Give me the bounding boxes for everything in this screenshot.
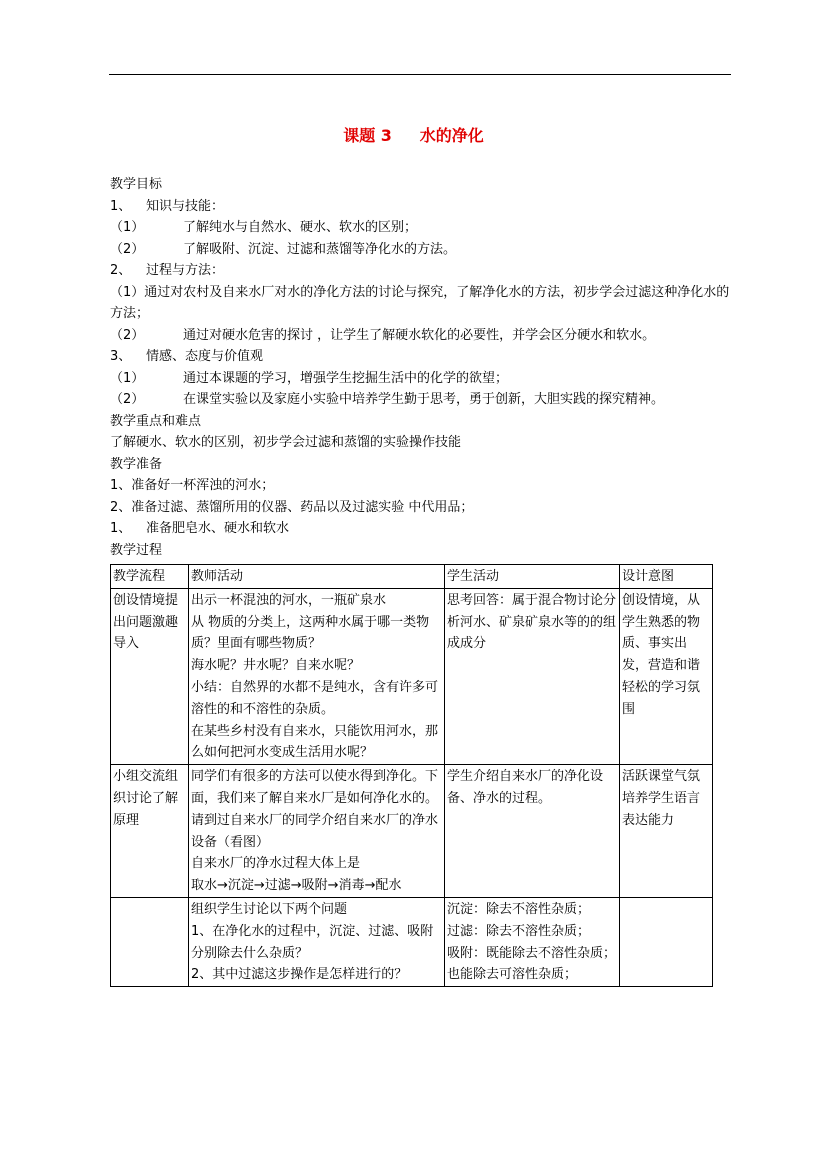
goal-item-1-sub-2 [110,239,730,261]
preparation-item-3-text: 准备肥皂水、硬水和软水 [146,521,290,536]
header-rule [109,74,731,75]
goal-item-3-number: 3、 [110,349,132,364]
student-line: 也能除去可溶性杂质； [447,967,578,983]
section-heading-goals: 教学目标 [110,177,163,192]
section-heading-process: 教学过程 [110,542,163,558]
student-activity-cell [445,897,620,986]
goal-item-1-label: 知识与技能： [146,198,225,214]
preparation-item-2: 2、准备过滤、蒸馏所用的仪器、药品以及过滤实验 中代用品； [110,499,474,515]
student-activity-cell: 思考回答：属于混合物讨论分析河水、矿泉矿泉水等的的组成成分 [445,588,620,764]
sub-text: 在课堂实验以及家庭小实验中培养学生勤于思考，勇于创新，大胆实践的探究精神。 [183,392,665,407]
teaching-process-table [110,564,713,987]
goal-item-3-label: 情感、态度与价值观 [146,349,264,364]
sub-number: （1） [110,370,145,386]
student-line: 吸附：既能除去不溶性杂质； [447,945,617,961]
teacher-line: 2、其中过滤这步操作是怎样进行的？ [191,967,408,983]
sub-text: 了解纯水与自然水、硬水、软水的区别； [183,220,418,235]
goal-item-3 [110,346,730,368]
document-body [110,174,730,561]
teacher-line: 在某些乡村没有自来水，只能饮用河水，那么如何把河水变成生活用水呢？ [191,723,439,761]
sub-text: 了解吸附、沉淀、过滤和蒸馏等净化水的方法。 [183,241,457,257]
flow-cell: 创设情境提出问题激趣导入 [111,588,189,764]
goal-item-2-sub-2 [110,325,730,347]
goal-item-1-number: 1、 [110,198,132,214]
student-activity-cell: 学生介绍自来水厂的净化设备、净水的过程。 [445,765,620,898]
teacher-activity-cell [189,897,445,986]
flow-cell: 小组交流组织讨论了解原理 [111,765,189,898]
key-points-text: 了解硬水、软水的区别，初步学会过滤和蒸馏的实验操作技能 [110,435,462,450]
flow-cell [111,897,189,986]
table-header-cell: 教师活动 [189,565,445,589]
teacher-line: 海水呢？井水呢？自来水呢？ [191,658,361,674]
teacher-line: 取水→沉淀→过滤→吸附→消毒→配水 [191,878,402,894]
design-intent-cell: 创设情境，从学生熟悉的物质、事实出发，营造和谐轻松的学习氛围 [620,588,713,764]
sub-number: （1） [110,284,145,300]
student-line: 过滤：除去不溶性杂质； [447,923,591,939]
section-heading-key-points: 教学重点和难点 [110,413,202,429]
preparation-item-3-number: 1、 [110,521,132,536]
table-header-cell: 设计意图 [620,565,713,589]
goal-item-1 [110,196,730,218]
sub-text: 通过对农村及自来水厂对水的净化方法的讨论与探究，了解净化水的方法，初步学会过滤这种净化水的方法； [110,284,730,321]
preparation-item-1: 1、准备好一杯浑浊的河水； [110,478,275,493]
table-row [111,588,713,764]
sub-number: （2） [110,241,145,257]
student-line: 沉淀：除去不溶性杂质； [447,901,591,917]
table-header-cell: 学生活动 [445,565,620,589]
section-heading-preparation: 教学准备 [110,456,163,472]
goal-item-3-sub-2 [110,389,730,411]
goal-item-2-number: 2、 [110,263,132,278]
teacher-activity-cell [189,588,445,764]
goal-item-2-label: 过程与方法： [146,263,225,278]
page-title: 课题 3 水的净化 [343,126,484,145]
sub-text: 通过对硬水危害的探讨 ，让学生了解硬水软化的必要性，并学会区分硬水和软水。 [183,327,656,343]
teacher-line: 同学们有很多的方法可以使水得到净化。下面，我们来了解自来水厂是如何净化水的。请到过自来水厂的同学介绍自来水厂的净水设备（看图） [191,769,439,850]
goal-item-1-sub-1 [110,217,730,239]
teacher-line: 1、在净化水的过程中，沉淀、过滤、吸附分别除去什么杂质？ [191,923,434,961]
sub-number: （2） [110,327,145,343]
sub-number: （1） [110,220,145,235]
sub-number: （2） [110,392,145,407]
preparation-item-3 [110,518,730,540]
table-row [111,765,713,898]
goal-item-3-sub-1 [110,368,730,390]
design-intent-cell [620,897,713,986]
teacher-line: 组织学生讨论以下两个问题 [191,901,348,917]
design-intent-cell: 活跃课堂气氛培养学生语言表达能力 [620,765,713,898]
table-header-cell: 教学流程 [111,565,189,589]
goal-item-2-sub-1 [110,282,730,325]
table-row [111,897,713,986]
teacher-activity-cell [189,765,445,898]
sub-text: 通过本课题的学习，增强学生挖掘生活中的化学的欲望； [183,370,509,386]
table-header-row [111,565,713,589]
teacher-line: 从 物质的分类上，这两种水属于哪一类物质？里面有哪些物质？ [191,614,430,652]
teacher-line: 出示一杯混浊的河水，一瓶矿泉水 [191,592,387,608]
teacher-line: 自来水厂的净水过程大体上是 [191,856,361,872]
teacher-line: 小结：自然界的水都不是纯水，含有许多可溶性的和不溶性的杂质。 [191,679,439,717]
goal-item-2 [110,260,730,282]
